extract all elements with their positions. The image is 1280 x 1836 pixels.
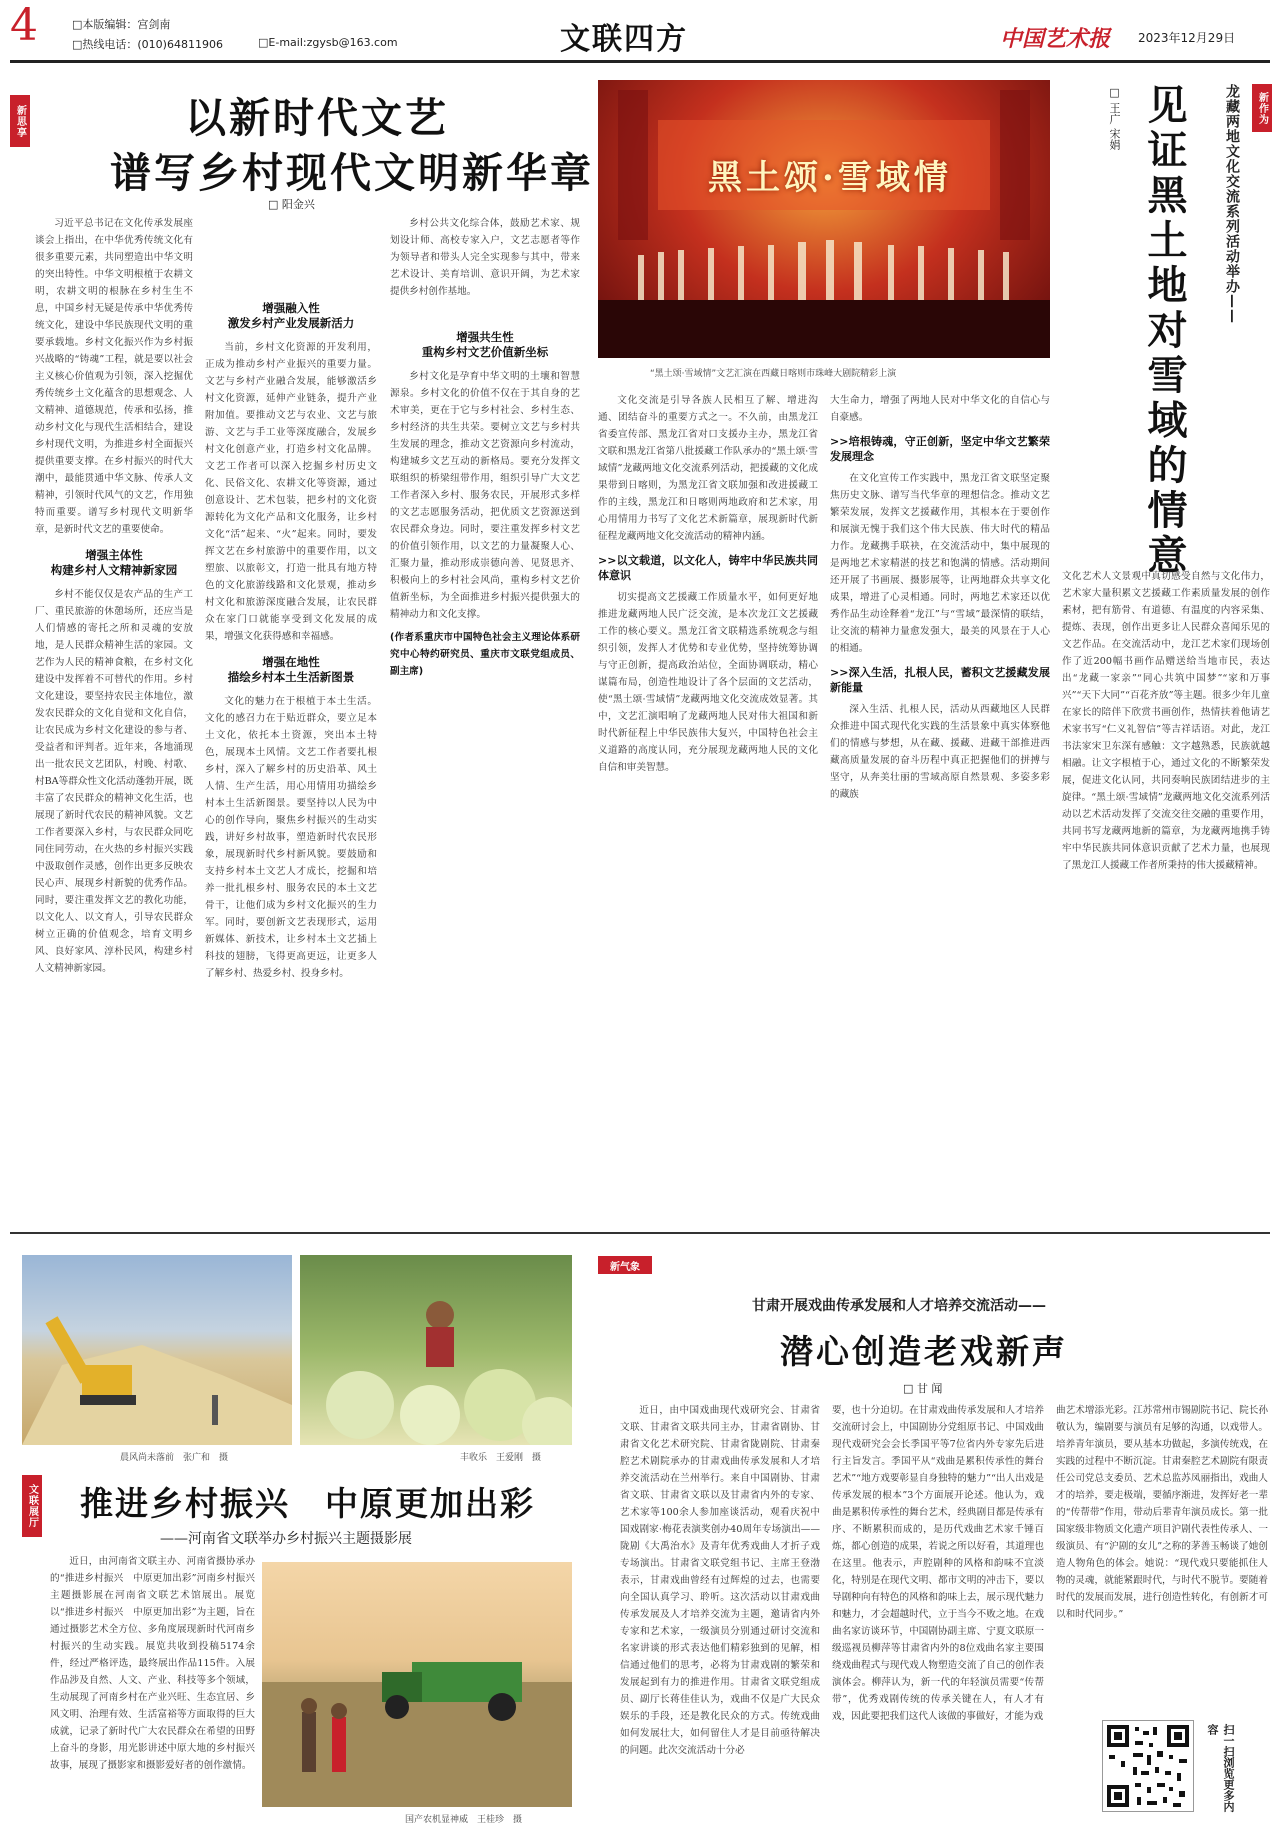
article4-author: □ 甘 闻 — [903, 1382, 943, 1395]
article1-section4-text: 乡村文化是孕育中华文明的土壤和智慧源泉。乡村文化的价值不仅在于其自身的艺术审美，更在于它与乡村社会、乡村生态、乡村经济的共生共荣。要树立文艺与乡村共生发展的理念，推动文艺资源向乡村流动，构建城乡文艺互动的新格局。要充分发挥文联组织的桥梁纽带作用，组织引导广大文艺工作者深入乡村、服务农民，开展形式多样的文艺志愿服务活动，把优质文艺资源送到农民群众身边。同时，要注重发挥乡村文艺的价值引领作用，以文艺的力量凝聚人心、汇聚力量，推动形成崇德向善、见贤思齐、积极向上的乡村社会风尚，重构乡村文艺价值新坐标，为全面推进乡村振兴提供强大的精神动力和文化支撑。 — [390, 371, 580, 620]
article1-column-2 — [205, 215, 377, 1225]
article1-section3-text: 文化的魅力在于根植于本土生活。文化的感召力在于贴近群众，要立足本土文化，依托本土资源，突出本土特色，展现本土风情。文艺工作者要扎根乡村，深入了解乡村的历史沿革、风土人情、生产生活，用心用情用功描绘乡村本土生活新图景。要坚持以人民为中心的创作导向，聚焦乡村振兴的生动实践，讲好乡村故事，塑造新时代农民形象，展现新时代乡村新风貌。要鼓励和支持乡村本土文艺人才成长，挖掘和培养一批扎根乡村、服务农民的本土文艺骨干，让他们成为乡村文化振兴的生力军。同时，要创新文艺表现形式，运用新媒体、新技术，让乡村本土文艺插上科技的翅膀，飞得更高更远，让更多人了解乡村、热爱乡村、投身乡村。 — [205, 696, 377, 979]
article2-column-3 — [1062, 568, 1270, 1228]
article1-section1-text: 乡村不能仅仅是农产品的生产工厂、重民旅游的休憩场所，还应当是人们情感的寄托之所和灵魂的安放地，是人民群众精神生活的家园。文艺作为人民的精神食粮，在乡村文化建设中发挥着不可替代的作用。乡村文化建设，要坚持农民主体地位，激发农民群众的文化自觉和文化自信，让农民成为乡村文化建设的参与者、受益者和评判者。近年来，各地涌现出一批农民文艺团队，村晚、村歌、村BA等群众性文化活动蓬勃开展，既丰富了农民群众的精神文化生活，也展现了新时代农民的精神风貌。文艺工作者要深入乡村，与农民群众同吃同住同劳动，在火热的乡村振兴实践中汲取创作灵感，创作出更多反映农民心声、展现乡村新貌的优秀作品。同时，要注重发挥文艺的教化功能，以文化人、以文育人，引导农民群众树立正确的价值观念，培育文明乡风、良好家风、淳朴民风，构建乡村人文精神新家园。 — [35, 589, 193, 974]
article2-lead-3: >>深入生活，扎根人民，蓄积文艺援藏发展新能量 — [830, 666, 1050, 694]
article1-subhead-2: 增强融入性 激发乡村产业发展新活力 — [227, 301, 355, 330]
article4-kicker: 甘肃开展戏曲传承发展和人才培养交流活动—— — [752, 1298, 1046, 1314]
article2-authors: □ 王广 宋娟 — [1108, 86, 1121, 150]
article1-subhead-3: 增强在地性 描绘乡村本土生活新图景 — [227, 655, 355, 684]
article4-col1-text: 近日，由中国戏曲现代戏研究会、甘肃省文联、甘肃省文联共同主办，甘肃省剧协、甘肃省文化艺术研究院、甘肃省陇剧院、甘肃秦腔艺术剧院承办的甘肃戏曲传承发展和人才培养交流活动在兰州举行。来自中国剧协、甘肃省文联、甘肃省文联以及甘肃省内外的专家、艺术家等100余人参加座谈活动，观看庆祝中国戏剧家·梅花表演奖创办40周年专场演出——陇剧《大禹治水》及青年优秀戏曲人才折子戏专场演出。甘肃省文联党组书记、主席王登渤表示，甘肃戏曲曾经有过辉煌的过去，也需要向全国认真学习、聆听。这次活动以甘肃戏曲传承发展及人才培养交流为主题，邀请省内外专家和艺术家，一级演员分别通过研讨交流和名家讲谈的形式表达他们精彩独到的见解，相信通过他们的思考，必将为甘肃戏剧的繁荣和发展起到有力的推进作用。甘肃省文联党组成员、副厅长蒋佳佳认为，戏曲不仅是广大民众娱乐的手段，还是教化民众的方式。传统戏曲如何发展壮大，如何留住人才是目前亟待解决的问题。此次交流活动十分必 — [620, 1405, 820, 1756]
article2-title: 见证黑土地对雪域的情意 — [1141, 84, 1188, 579]
article2-lead-2: >>培根铸魂，守正创新，坚定中华文艺繁荣发展理念 — [830, 435, 1050, 463]
article4-col2-text: 要，也十分迫切。在甘肃戏曲传承发展和人才培养交流研讨会上，中国剧协分党组原书记、中国戏曲现代戏研究会会长季国平等7位省内外专家先后进行主旨发言。季国平从“戏曲是累积传承性的舞台艺术”“地方戏要彰显自身独特的魅力”“出人出戏是传承发展的根本”3个方面展开论述。他认为，戏曲是累积传承性的舞台艺术，经典剧目都是传承有序、不断累积而成的，是历代戏曲艺术家千锤百炼，都心创造的成果，若说之所以好看，其道理也在这里。他表示，声腔剧种的风格和韵味不宜淡化，特别是在现代文明、都市文明的冲击下，要以导剧种向有特色的风格和韵味上去，展示现代魅力和魅力，才会超越时代，立于当今不败之地。在戏曲名家访谈环节，中国剧协副主席、宁夏文联原一级巡视员柳萍等甘肃省内外的8位戏曲名家主要围绕戏曲程式与现代戏人物塑造交流了自己的创作表演体会。柳萍认为，新一代的年轻演员需要“传帮带”，优秀戏剧传统的传承关键在人，有人才有戏，因此要把我们这代人该做的事做好，才能为戏 — [832, 1405, 1044, 1722]
stage-scene — [598, 80, 1050, 358]
newspaper-logo: 中国艺术报 — [1000, 26, 1111, 52]
qr-code[interactable] — [1102, 1720, 1194, 1812]
article1-section2-text: 当前，乡村文化资源的开发利用，正成为推动乡村产业振兴的重要力量。文艺与乡村产业融合发展，能够激活乡村文化资源，延伸产业链条，提升产业附加值。要推动文艺与农业、文艺与旅游、文艺与手工业等深度融合，发展乡村文化创意产业，打造乡村文化品牌。文艺工作者可以深入挖掘乡村历史文化、民俗文化、农耕文化等资源，通过创意设计、艺术包装，把乡村的文化资源转化为文化产品和文化服务，让乡村文化“活”起来、“火”起来。同时，要发挥文艺在乡村旅游中的重要作用，以文塑旅、以旅彰文，打造一批具有地方特色的文化旅游线路和文化景观，推动乡村文化和旅游深度融合发展，让农民群众在家门口就能享受到文化发展的成果，增强文化获得感和幸福感。 — [205, 342, 377, 642]
article2-col3-text: 文化艺术人文景观中真切感受自然与文化伟力，艺术家大量积累文艺援藏工作素质量发展的创作素材，把有筋骨、有道德、有温度的内容采集、提炼、表现，创作出更多让人民群众喜闻乐见的文艺作品。在交流活动中，龙江艺术家们现场创作了近200幅书画作品赠送给当地市民，表达出“龙藏一家亲”“同心共筑中国梦”“家和万事兴”“天下大同”“百花齐放”等主题。很多少年儿童在家长的陪伴下欣赏书画创作，热情扶着他请艺术家书写“仁义礼智信”等吉祥话语。对此，龙江书法家宋卫东深有感触：文字越熟悉，民族就越相融。让文字根植于心，通过文化的不断繁荣发展，促进文化认同，共同奏响民族团结进步的主旋律。“黑土颂·雪域情”龙藏两地文化交流系列活动以艺术活动发挥了交流交往交融的重要作用，共同书写龙藏两地新的篇章，为龙藏两地携手铸牢中华民族共同体意识贡献了艺术力量，也展现了黑龙江人援藏工作者所秉持的伟大援藏精神。 — [1062, 571, 1270, 871]
cabbage-scene — [300, 1255, 572, 1445]
article2-section1-text: 切实提高文艺援藏工作质量水平，如何更好地推进龙藏两地人民广泛交流，是本次龙江文艺援藏工作的核心要义。黑龙江省文联精选系统观念与组织引领，发挥人才优势和专业优势，坚持统筹协调与守正创新，提高政治站位，全面协调联动，精心谋篇布局，创造性地设计了各个层面的文艺活动，使“黑土颂·雪域情”龙藏两地文化交流成效显著。其中，文艺汇演唱响了龙藏两地人民对伟大祖国和新时代新征程上中华民族伟大复兴，中国特色社会主义道路的高度认同，充分展现龙藏两地人民的文化自信和审美智慧。 — [598, 592, 818, 773]
stage-banner-text: 黑土颂·雪域情 — [708, 158, 952, 198]
article2-section2-text: 在文化宣传工作实践中，黑龙江省文联坚定聚焦历史文脉、谱写当代华章的理想信念。推动文艺繁荣发展，发挥文艺援藏作用，其根本在于要创作和展演无愧于我们这个伟大民族、伟大时代的精品力作。龙藏携手联袂，在交流活动中，集中展现的是两地艺术家精湛的技艺和饱满的情感。活动期间还开展了书画展、摄影展等，让两地群众共享文化成果，增进了心灵相通。同时，两地艺术家还以优秀作品生动诠释着“龙江”与“雪域”最深情的联结，让交流的精神力量愈发强大，最美的风景在于人心的相通。 — [830, 473, 1050, 654]
excavator-scene — [22, 1255, 292, 1445]
article2-tag: 新作为 — [1252, 84, 1272, 132]
article4-column-1 — [620, 1402, 820, 1827]
harvest-photo-1-caption: 晨风尚未落前 张广和 摄 — [120, 1453, 229, 1463]
harvest-photo-2 — [300, 1255, 572, 1445]
stage-photo — [598, 80, 1050, 358]
qr-code-icon — [1103, 1721, 1193, 1811]
tractor-scene — [262, 1562, 572, 1807]
harvest-photo-1 — [22, 1255, 292, 1445]
hotline: □热线电话：(010)64811906 — [72, 38, 223, 51]
issue-date: 2023年12月29日 — [1138, 31, 1236, 45]
article3-tag: 文联展厅 — [22, 1475, 42, 1537]
article4-title: 潜心创造老戏新声 — [780, 1332, 1068, 1371]
article4-column-2 — [832, 1402, 1044, 1827]
article2-intro: 文化交流是引导各族人民相互了解、增进沟通、团结奋斗的重要方式之一。不久前，由黑龙江省委宣传部、黑龙江省对口支援办主办，黑龙江省文联和黑龙江省第八批援藏工作队承办的“黑土颂·雪域情”龙藏两地文化交流系列活动，把援藏的文化成果带到日喀则，为黑龙江省文联加强和改进援藏工作的主线，黑龙江和日喀则两地政府和艺术家，用心用情用力书写了文化艺术新篇章，展现新时代新征程龙藏两地文化交流活动的精神内涵。 — [598, 395, 818, 542]
article2-section3-text: 深入生活、扎根人民，活动从西藏地区人民群众推进中国式现代化实践的生活景象中真实体察他们的情感与梦想，从在藏、援藏、进藏干部推进西藏高质量发展的奋斗历程中真正把握他们的拼搏与坚守，从奔美壮丽的雪域高原自然景观、多姿多彩的藏族 — [830, 704, 1050, 800]
article4-tag: 新气象 — [598, 1256, 652, 1274]
editor-line: □本版编辑：宫剑南 — [72, 18, 171, 31]
header-rule — [10, 60, 1270, 63]
article2-col2-top: 大生命力，增强了两地人民对中华文化的自信心与自豪感。 — [830, 395, 1050, 423]
article3-title: 推进乡村振兴 中原更加出彩 — [80, 1484, 535, 1523]
article1-intro: 习近平总书记在文化传承发展座谈会上指出，在中华优秀传统文化有很多重要元素，共同塑造出中华文明的突出特性。中华文明根植于农耕文明，农耕文明的根脉在乡村生生不息，中国乡村无疑是传承中华优秀传统文化，建设中华民族现代文明的重要承载地。乡村文化振兴作为乡村振兴战略的“铸魂”工程，就是要以社会主义核心价值观为引领，深入挖掘优秀传统乡土文化蕴含的思想观念、人文精神、道德规范，传承和弘扬，推动乡村文化与现代生活相结合，建设乡村现代文明，为推进乡村全面振兴提供重要支撑。在乡村振兴的时代大潮中，最能贯通中华文脉、传承人文精神，引领时代风气的文艺，作用独特而重要。谱写乡村现代文明新华章，是新时代文艺的重要使命。 — [35, 218, 193, 535]
article1-column-1 — [35, 215, 193, 1225]
article4-col3-text: 曲艺术增添光彩。江苏常州市锡剧院书记、院长孙敬认为，编剧要与演员有足够的沟通，以戏带人。培养青年演员，要从基本功做起，多演传统戏，在实践的过程中不断沉淀。甘肃秦腔艺术剧院有限责任公司党总支委员、艺术总监苏凤丽指出，戏曲人才的培养，要走极端，要循序渐进，发挥好老一辈的“传帮带”作用，带动后辈青年演员成长。第一批国家级非物质文化遗产项目沪剧代表性传承人、一级演员、有“沪剧的女儿”之称的茅善玉畅谈了她创造人物角色的体会。她说：“现代戏只要能抓住人物的灵魂，就能紧跟时代，与时代不脱节。要随着时代的发展而发展，进行创造性转化，有创新才可以和时代同步。” — [1056, 1405, 1268, 1620]
article1-tag: 新思享 — [10, 95, 30, 147]
article1-col3-top: 乡村公共文化综合体，鼓励艺术家、规划设计师、高校专家入户，文艺志愿者等作为领导者和带头人完全实现参与其中，带来艺术设计、美育培训、意识开阔，为艺术家提供乡村创作基地。 — [390, 218, 580, 297]
article1-subhead-1: 增强主体性 构建乡村人文精神新家园 — [50, 548, 178, 577]
mid-rule — [10, 1232, 1270, 1234]
article4-column-3 — [1056, 1402, 1268, 1702]
article1-column-3 — [390, 215, 580, 1225]
article2-column-1 — [598, 392, 818, 1227]
article1-author-note: (作者系重庆市中国特色社会主义理论体系研究中心特约研究员、重庆市文联党组成员、副主席) — [390, 632, 580, 677]
article1-title-line2: 谱写乡村现代文明新华章 — [110, 149, 594, 197]
article1-title-line1: 以新时代文艺 — [185, 94, 449, 142]
harvest-photo-3-caption: 国产农机显神威 王桂珍 摄 — [405, 1815, 523, 1825]
stage-photo-caption: “黑土颂·雪域情”文艺汇演在西藏日喀则市珠峰大剧院精彩上演 — [650, 369, 897, 379]
article3-subtitle: ——河南省文联举办乡村振兴主题摄影展 — [160, 1531, 412, 1547]
qr-code-label: 扫一扫浏览更多内容 — [1206, 1724, 1235, 1812]
article2-lead-1: >>以文载道，以文化人，铸牢中华民族共同体意识 — [598, 554, 818, 582]
harvest-photo-2-caption: 丰收乐 王爱刚 摄 — [460, 1453, 542, 1463]
article1-subhead-4: 增强共生性 重构乡村文艺价值新坐标 — [421, 330, 549, 359]
article2-column-2 — [830, 392, 1050, 1227]
harvest-photo-3 — [262, 1562, 572, 1807]
article3-text — [50, 1553, 255, 1828]
article2-kicker: 龙藏两地文化交流系列活动举办—— — [1224, 84, 1240, 324]
article3-body: 近日，由河南省文联主办、河南省摄协承办的“推进乡村振兴 中原更加出彩”河南乡村振兴主题摄影展在河南省文联艺术馆展出。展览以“推进乡村振兴 中原更加出彩”为主题，旨在通过摄影艺术全方位、多角度展现新时代河南乡村振兴的生动实践。展览共收到投稿5174余件，经过严格评选，最终展出作品115件。入展作品涉及自然、人文、产业、科技等多个领域，生动展现了河南乡村在产业兴旺、生态宜居、乡风文明、治理有效、生活富裕等方面取得的巨大成就，记录了新时代广大农民群众在希望的田野上奋斗的身影，用光影讲述中原大地的乡村振兴故事，展现了摄影家和摄影爱好者的创作激情。 — [50, 1556, 255, 1771]
article1-author: □ 阳金兴 — [268, 198, 315, 211]
section-title: 文联四方 — [560, 22, 688, 57]
email: □E-mail:zgysb@163.com — [258, 36, 398, 49]
page-number: 4 — [10, 0, 38, 51]
